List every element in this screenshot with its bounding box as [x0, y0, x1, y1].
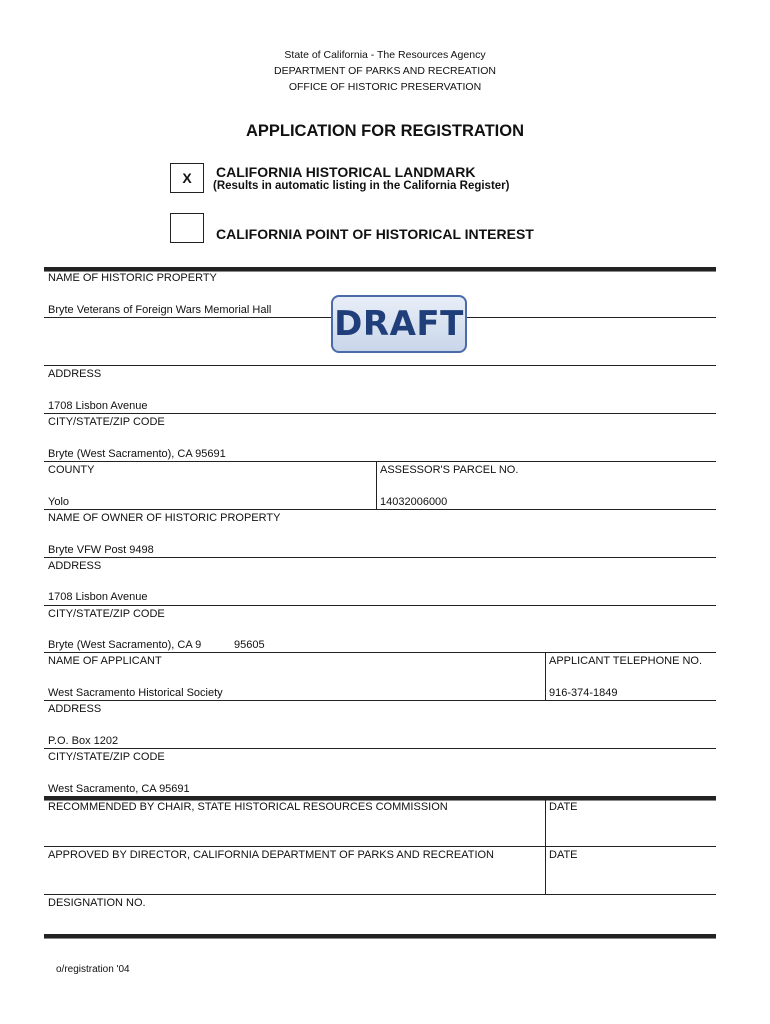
parcel-value[interactable]: 14032006000: [380, 496, 448, 508]
owner-name-value[interactable]: Bryte VFW Post 9498: [48, 544, 154, 556]
page-title: APPLICATION FOR REGISTRATION: [245, 122, 525, 140]
agency-line: State of California - The Resources Agency: [284, 49, 486, 61]
owner-city-label: CITY/STATE/ZIP CODE: [48, 608, 165, 620]
rule: [44, 846, 716, 847]
rule: [44, 652, 716, 653]
approved-label: APPROVED BY DIRECTOR, CALIFORNIA DEPARTMENT OF PARKS AND RECREATION: [48, 849, 494, 861]
owner-name-label: NAME OF OWNER OF HISTORIC PROPERTY: [48, 512, 281, 524]
recommended-date-label: DATE: [549, 801, 578, 813]
draft-stamp: [331, 295, 467, 353]
city-value[interactable]: Bryte (West Sacramento), CA 95691: [48, 448, 226, 460]
section-divider-bottom: [44, 934, 716, 939]
owner-address-value[interactable]: 1708 Lisbon Avenue: [48, 591, 148, 603]
county-label: COUNTY: [48, 464, 95, 476]
rule: [44, 748, 716, 749]
landmark-checkbox[interactable]: [170, 163, 204, 193]
rule: [44, 894, 716, 895]
designation-label: DESIGNATION NO.: [48, 897, 146, 909]
applicant-city-label: CITY/STATE/ZIP CODE: [48, 751, 165, 763]
county-value[interactable]: Yolo: [48, 496, 70, 508]
rule: [44, 557, 716, 558]
rule: [44, 605, 716, 606]
office-line: OFFICE OF HISTORIC PRESERVATION: [288, 81, 482, 93]
landmark-option-label: CALIFORNIA HISTORICAL LANDMARK: [216, 164, 476, 180]
applicant-phone-label: APPLICANT TELEPHONE NO.: [549, 655, 703, 667]
city-label: CITY/STATE/ZIP CODE: [48, 416, 165, 428]
rule: [44, 700, 716, 701]
landmark-option-note: (Results in automatic listing in the California Register): [213, 180, 510, 192]
rule: [44, 509, 716, 510]
rule: [44, 413, 716, 414]
rule: [44, 365, 716, 366]
address-label: ADDRESS: [48, 368, 102, 380]
applicant-city-value[interactable]: West Sacramento, CA 95691: [48, 783, 190, 795]
column-divider: [545, 652, 546, 700]
parcel-label: ASSESSOR'S PARCEL NO.: [380, 464, 519, 476]
column-divider: [376, 461, 377, 509]
applicant-address-value[interactable]: P.O. Box 1202: [48, 735, 119, 747]
recommended-label: RECOMMENDED BY CHAIR, STATE HISTORICAL RESOURCES COMMISSION: [48, 801, 448, 813]
checkbox-mark: X: [182, 170, 192, 186]
applicant-name-label: NAME OF APPLICANT: [48, 655, 162, 667]
property-name-value[interactable]: Bryte Veterans of Foreign Wars Memorial Hall: [48, 304, 272, 316]
owner-city-value[interactable]: Bryte (West Sacramento), CA 9: [48, 639, 202, 651]
department-line: DEPARTMENT OF PARKS AND RECREATION: [274, 65, 496, 77]
poi-option-label: CALIFORNIA POINT OF HISTORICAL INTEREST: [216, 226, 534, 242]
applicant-name-value[interactable]: West Sacramento Historical Society: [48, 687, 223, 699]
approved-date-label: DATE: [549, 849, 578, 861]
owner-zip-value[interactable]: 95605: [234, 639, 265, 651]
applicant-phone-value[interactable]: 916-374-1849: [549, 687, 618, 699]
rule: [44, 461, 716, 462]
applicant-address-label: ADDRESS: [48, 703, 102, 715]
poi-checkbox[interactable]: [170, 213, 204, 243]
property-name-label: NAME OF HISTORIC PROPERTY: [48, 272, 217, 284]
draft-stamp-text: DRAFT: [334, 304, 464, 344]
column-divider: [545, 799, 546, 895]
address-value[interactable]: 1708 Lisbon Avenue: [48, 400, 148, 412]
form-id-footer: o/registration '04: [56, 964, 130, 975]
owner-address-label: ADDRESS: [48, 560, 102, 572]
